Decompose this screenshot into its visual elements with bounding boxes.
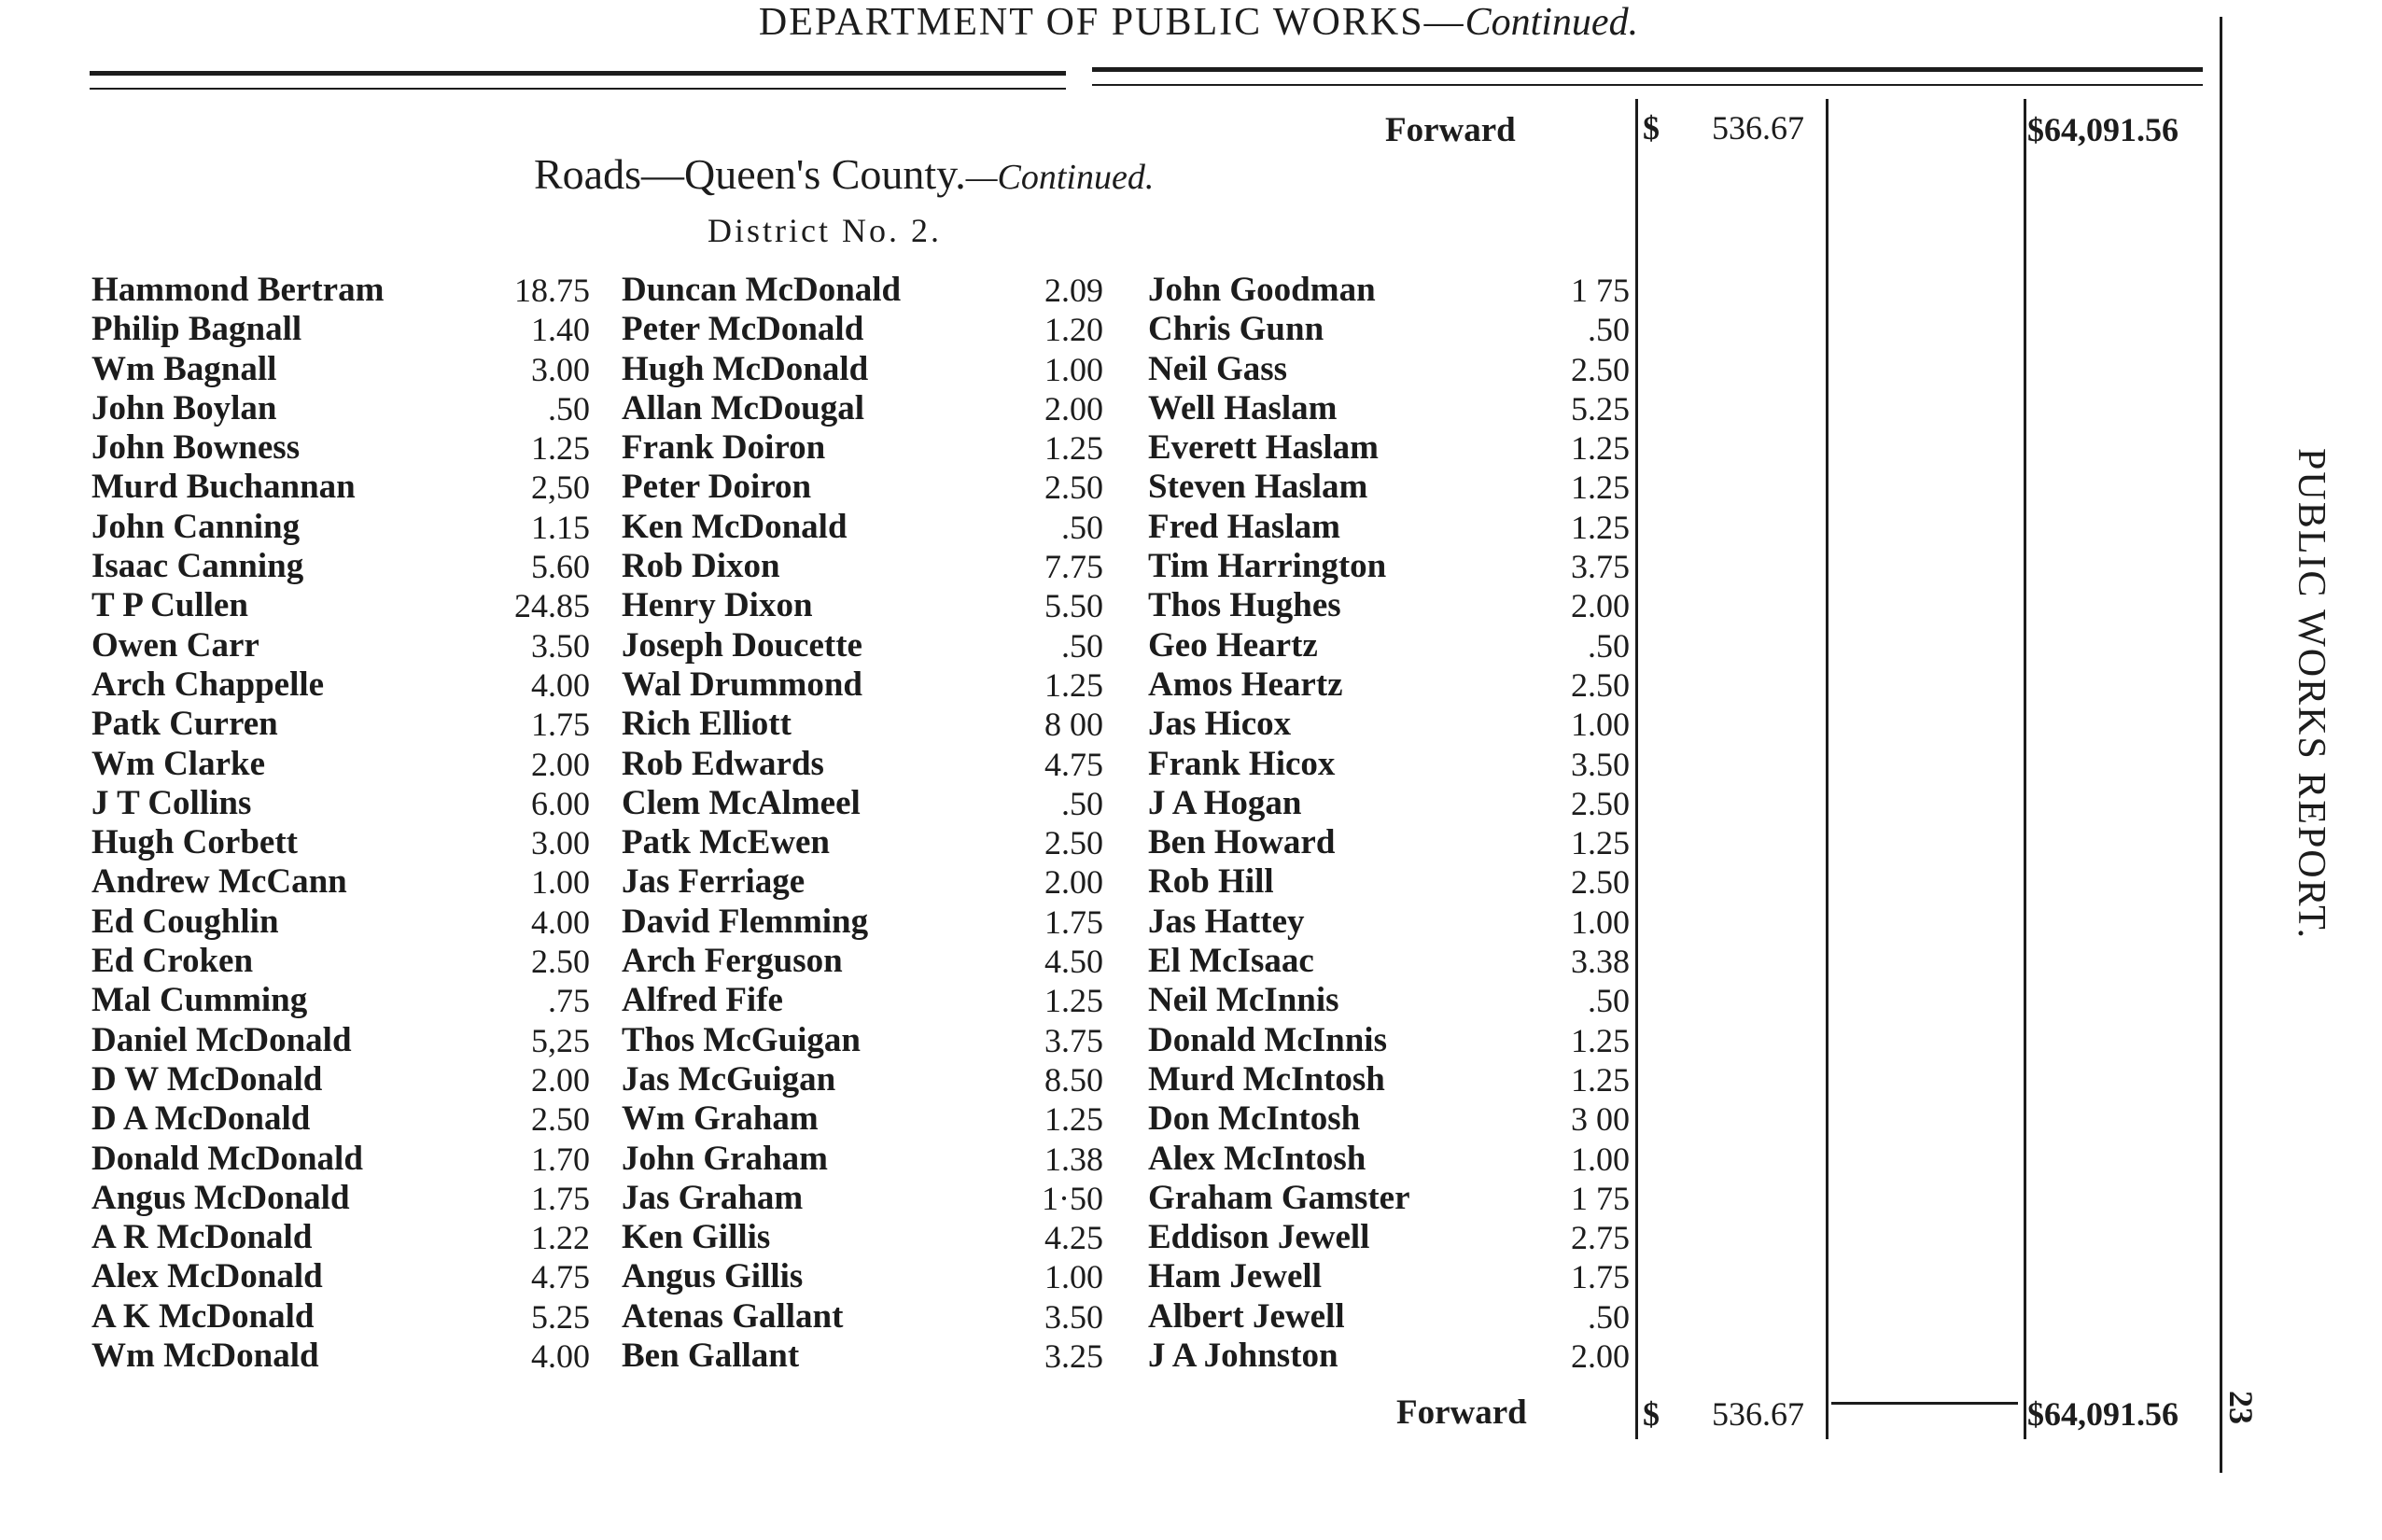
person-name: T P Cullen	[91, 586, 248, 625]
person-name: Arch Chappelle	[91, 665, 325, 704]
list-item	[1148, 389, 1630, 428]
person-amount: 3.75	[1044, 1021, 1103, 1059]
person-amount: .50	[1588, 1297, 1630, 1336]
list-item	[91, 745, 590, 784]
list-item	[91, 1021, 590, 1060]
list-item	[91, 468, 590, 507]
person-amount: 2.75	[1571, 1219, 1630, 1257]
person-name: Geo Heartz	[1148, 625, 1318, 665]
person-name: Ham Jewell	[1148, 1257, 1322, 1296]
list-item	[622, 903, 1103, 942]
list-item	[1148, 942, 1630, 981]
person-name: Donald McInnis	[1148, 1020, 1387, 1059]
person-amount: 18.75	[514, 272, 590, 309]
forward-top-amount: 536.67	[1712, 109, 1804, 147]
list-item	[91, 428, 590, 468]
ledger-rule-3	[2024, 99, 2026, 1439]
list-item	[1148, 428, 1630, 468]
person-amount: 2.50	[1571, 350, 1630, 388]
person-amount: 1.75	[1044, 903, 1103, 941]
person-amount: 1.38	[1044, 1140, 1103, 1178]
person-name: Wal Drummond	[622, 665, 863, 704]
ledger-rule-2	[1826, 99, 1829, 1439]
person-name: A R McDonald	[91, 1218, 313, 1257]
list-item	[622, 1297, 1103, 1337]
person-amount: 5.60	[531, 548, 590, 586]
list-item	[622, 705, 1103, 744]
person-name: Daniel McDonald	[91, 1020, 352, 1059]
list-item	[1148, 1297, 1630, 1337]
list-item	[622, 665, 1103, 705]
person-amount: 2.50	[531, 1100, 590, 1139]
page-title-suffix: Continued.	[1464, 1, 1639, 44]
person-name: Hugh Corbett	[91, 823, 298, 862]
list-item	[1148, 784, 1630, 823]
list-item	[1148, 547, 1630, 586]
person-name: Wm Bagnall	[91, 349, 277, 388]
person-name: Clem McAlmeel	[622, 783, 861, 822]
person-amount: 2.09	[1044, 272, 1103, 309]
person-name: A K McDonald	[91, 1296, 315, 1336]
list-item	[91, 862, 590, 902]
person-amount: 2.00	[1044, 863, 1103, 902]
name-list-column-2	[622, 271, 1103, 1376]
person-name: Albert Jewell	[1148, 1296, 1345, 1336]
person-name: Amos Heartz	[1148, 665, 1343, 704]
person-amount: 5,25	[531, 1021, 590, 1059]
list-item	[91, 1099, 590, 1139]
list-item	[91, 1218, 590, 1257]
list-item	[91, 1140, 590, 1179]
list-item	[1148, 271, 1630, 310]
person-name: Alex McIntosh	[1148, 1139, 1366, 1178]
person-amount: 1.15	[531, 508, 590, 546]
list-item	[1148, 665, 1630, 705]
person-amount: 2.00	[531, 745, 590, 783]
list-item	[91, 508, 590, 547]
list-item	[1148, 1140, 1630, 1179]
list-item	[622, 547, 1103, 586]
list-item	[622, 1337, 1103, 1376]
person-name: Jas McGuigan	[622, 1059, 836, 1099]
person-amount: .50	[1061, 784, 1103, 822]
person-name: Rob Hill	[1148, 862, 1274, 902]
person-name: Hammond Bertram	[91, 271, 385, 309]
person-name: Angus McDonald	[91, 1178, 350, 1217]
list-item	[622, 862, 1103, 902]
list-item	[1148, 981, 1630, 1020]
list-item	[1148, 1337, 1630, 1376]
list-item	[1148, 626, 1630, 665]
list-item	[91, 626, 590, 665]
person-name: John Boylan	[91, 388, 277, 427]
list-item	[91, 271, 590, 310]
forward-bottom-total: $64,091.56	[2027, 1395, 2179, 1433]
person-name: Neil McInnis	[1148, 981, 1339, 1020]
list-item	[622, 1257, 1103, 1296]
person-amount: 1·50	[1042, 1179, 1103, 1217]
person-amount: 3.50	[531, 626, 590, 665]
list-item	[91, 981, 590, 1020]
person-amount: 3.00	[531, 824, 590, 862]
person-amount: 1.25	[1571, 508, 1630, 546]
person-amount: 4.00	[531, 665, 590, 704]
person-name: Graham Gamster	[1148, 1178, 1410, 1217]
person-name: Murd Buchannan	[91, 468, 356, 507]
list-item	[622, 310, 1103, 349]
list-item	[91, 1337, 590, 1376]
person-amount: 7.75	[1044, 548, 1103, 586]
list-item	[91, 350, 590, 389]
person-name: Rob Edwards	[622, 744, 824, 783]
list-item	[1148, 350, 1630, 389]
person-name: Ken McDonald	[622, 507, 848, 546]
person-amount: 1.00	[1044, 350, 1103, 388]
person-name: Hugh McDonald	[622, 349, 869, 388]
list-item	[91, 586, 590, 625]
person-name: J A Johnston	[1148, 1337, 1338, 1376]
person-name: D A McDonald	[91, 1099, 311, 1139]
person-amount: 1.20	[1044, 311, 1103, 349]
person-name: Ben Howard	[1148, 823, 1336, 862]
person-name: Peter McDonald	[622, 310, 864, 349]
person-name: Arch Ferguson	[622, 942, 843, 981]
person-amount: 1.70	[531, 1140, 590, 1178]
person-name: Jas Graham	[622, 1178, 804, 1217]
person-name: John Canning	[91, 507, 301, 546]
person-name: Jas Hicox	[1148, 705, 1292, 744]
person-amount: 4.75	[1044, 745, 1103, 783]
list-item	[622, 1179, 1103, 1218]
list-item	[1148, 903, 1630, 942]
person-name: John Bowness	[91, 428, 301, 468]
person-amount: 3.75	[1571, 548, 1630, 586]
person-amount: 1.25	[1044, 665, 1103, 704]
person-name: John Graham	[622, 1139, 829, 1178]
list-item	[1148, 1179, 1630, 1218]
person-amount: .75	[548, 982, 590, 1020]
person-name: Chris Gunn	[1148, 310, 1324, 349]
person-amount: 1.00	[1571, 1140, 1630, 1178]
person-amount: 1.22	[531, 1219, 590, 1257]
person-name: Henry Dixon	[622, 586, 813, 625]
list-item	[91, 942, 590, 981]
list-item	[1148, 310, 1630, 349]
list-item	[622, 271, 1103, 310]
person-name: Patk Curren	[91, 705, 278, 744]
person-amount: 1.25	[1571, 824, 1630, 862]
person-name: Wm Graham	[622, 1099, 819, 1139]
page-title-main: DEPARTMENT OF PUBLIC WORKS	[758, 1, 1424, 44]
person-name: Thos Hughes	[1148, 586, 1341, 625]
person-amount: 24.85	[514, 587, 590, 625]
person-amount: 5.25	[531, 1297, 590, 1336]
person-name: Thos McGuigan	[622, 1020, 861, 1059]
person-amount: 1.75	[531, 1179, 590, 1217]
person-name: Andrew McCann	[91, 862, 347, 902]
person-name: Murd McIntosh	[1148, 1059, 1385, 1099]
list-item	[1148, 862, 1630, 902]
list-item	[1148, 1257, 1630, 1296]
person-name: Isaac Canning	[91, 547, 304, 586]
person-amount: 2.50	[531, 943, 590, 981]
person-name: Philip Bagnall	[91, 310, 302, 349]
name-list-column-1	[91, 271, 590, 1376]
list-item	[91, 1257, 590, 1296]
section-heading	[534, 149, 1154, 199]
section-heading-suffix: —Continued.	[965, 158, 1155, 197]
list-item	[622, 745, 1103, 784]
person-amount: 1.25	[531, 429, 590, 468]
page-title: DEPARTMENT OF PUBLIC WORKS—Continued.	[758, 1, 1639, 44]
person-name: Mal Cumming	[91, 981, 308, 1020]
person-name: Everett Haslam	[1148, 428, 1379, 468]
list-item	[1148, 705, 1630, 744]
person-amount: 3.00	[531, 350, 590, 388]
list-item	[91, 784, 590, 823]
person-amount: .50	[548, 389, 590, 427]
person-amount: 3.50	[1044, 1297, 1103, 1336]
person-amount: 4.25	[1044, 1219, 1103, 1257]
person-name: Ed Coughlin	[91, 902, 279, 941]
list-item	[622, 626, 1103, 665]
list-item	[91, 547, 590, 586]
list-item	[622, 981, 1103, 1020]
list-item	[1148, 745, 1630, 784]
person-amount: 1.75	[1571, 1258, 1630, 1296]
person-name: J T Collins	[91, 783, 252, 822]
list-item	[91, 310, 590, 349]
list-item	[1148, 1060, 1630, 1099]
list-item	[91, 389, 590, 428]
forward-top-total: $64,091.56	[2027, 111, 2179, 148]
list-item	[622, 784, 1103, 823]
person-amount: 2.50	[1571, 863, 1630, 902]
person-amount: 3.50	[1571, 745, 1630, 783]
list-item	[622, 428, 1103, 468]
page-number: 23	[2222, 1391, 2260, 1424]
person-name: Ben Gallant	[622, 1337, 800, 1376]
person-name: David Flemming	[622, 902, 869, 941]
person-amount: 3.25	[1044, 1337, 1103, 1376]
person-name: Steven Haslam	[1148, 468, 1368, 507]
person-name: Alfred Fife	[622, 981, 783, 1020]
ledger-rule-1	[1635, 99, 1638, 1439]
person-amount: 4.00	[531, 1337, 590, 1376]
person-amount: .50	[1588, 626, 1630, 665]
list-item	[91, 823, 590, 862]
header-rule-right-thick	[1092, 67, 2203, 72]
person-amount: 2.50	[1044, 824, 1103, 862]
person-amount: 1.25	[1044, 982, 1103, 1020]
person-amount: .50	[1061, 626, 1103, 665]
list-item	[622, 942, 1103, 981]
list-item	[622, 508, 1103, 547]
list-item	[91, 1060, 590, 1099]
person-name: Rich Elliott	[622, 705, 792, 744]
list-item	[622, 1021, 1103, 1060]
person-amount: 1 75	[1571, 1179, 1630, 1217]
list-item	[1148, 823, 1630, 862]
person-amount: 8 00	[1044, 706, 1103, 744]
person-amount: 1.00	[1571, 706, 1630, 744]
list-item	[622, 823, 1103, 862]
person-amount: 4.00	[531, 903, 590, 941]
person-amount: 2.50	[1571, 665, 1630, 704]
person-amount: 3.38	[1571, 943, 1630, 981]
person-amount: 1.00	[531, 863, 590, 902]
person-amount: .50	[1588, 982, 1630, 1020]
person-name: Don McIntosh	[1148, 1099, 1361, 1139]
forward-bottom-dollar-sign: $	[1643, 1395, 1660, 1433]
running-title-vertical: PUBLIC WORKS REPORT.	[2290, 448, 2333, 941]
person-name: John Goodman	[1148, 271, 1376, 309]
person-name: Alex McDonald	[91, 1257, 323, 1296]
list-item	[1148, 1218, 1630, 1257]
district-subheading: District No. 2.	[708, 212, 942, 249]
person-name: Fred Haslam	[1148, 507, 1340, 546]
person-name: Frank Doiron	[622, 428, 826, 468]
person-name: Angus Gillis	[622, 1257, 804, 1296]
list-item	[622, 1099, 1103, 1139]
person-amount: 2,50	[531, 469, 590, 507]
list-item	[622, 1218, 1103, 1257]
list-item	[1148, 508, 1630, 547]
person-name: Well Haslam	[1148, 388, 1338, 427]
person-name: Wm McDonald	[91, 1337, 319, 1376]
person-name: Rob Dixon	[622, 547, 780, 586]
ledger-short-rule	[1831, 1402, 2018, 1405]
list-item	[91, 1179, 590, 1218]
person-amount: 1.25	[1044, 429, 1103, 468]
person-amount: 8.50	[1044, 1060, 1103, 1099]
forward-top-label: Forward	[1385, 111, 1516, 149]
person-name: Wm Clarke	[91, 744, 265, 783]
forward-bottom-label: Forward	[1396, 1393, 1527, 1432]
person-amount: 1 75	[1571, 272, 1630, 309]
person-name: Neil Gass	[1148, 349, 1288, 388]
list-item	[622, 1060, 1103, 1099]
person-name: Allan McDougal	[622, 388, 865, 427]
person-amount: 1.25	[1571, 429, 1630, 468]
list-item	[91, 665, 590, 705]
person-name: Tim Harrington	[1148, 547, 1387, 586]
person-amount: 1.75	[531, 706, 590, 744]
person-amount: 2.00	[1571, 587, 1630, 625]
person-name: Peter Doiron	[622, 468, 812, 507]
person-name: Joseph Doucette	[622, 625, 862, 665]
person-amount: 1.25	[1571, 1060, 1630, 1099]
forward-top-dollar-sign: $	[1643, 109, 1660, 147]
person-name: J A Hogan	[1148, 783, 1302, 822]
header-rule-left-thick	[90, 71, 1066, 76]
list-item	[1148, 468, 1630, 507]
person-amount: 6.00	[531, 784, 590, 822]
forward-bottom-amount: 536.67	[1712, 1395, 1804, 1433]
person-amount: 2.00	[1571, 1337, 1630, 1376]
person-name: Owen Carr	[91, 625, 259, 665]
person-amount: 1.25	[1571, 1021, 1630, 1059]
person-name: El McIsaac	[1148, 942, 1314, 981]
person-name: Donald McDonald	[91, 1139, 363, 1178]
list-item	[1148, 1099, 1630, 1139]
person-name: Patk McEwen	[622, 823, 830, 862]
person-name: Ed Croken	[91, 942, 254, 981]
person-amount: 1.25	[1044, 1100, 1103, 1139]
person-name: D W McDonald	[91, 1059, 323, 1099]
person-amount: 3 00	[1571, 1100, 1630, 1139]
header-rule-right-thin	[1092, 84, 2203, 86]
list-item	[1148, 586, 1630, 625]
person-amount: 1.25	[1571, 469, 1630, 507]
name-list-column-3	[1148, 271, 1630, 1376]
person-amount: 2.00	[1044, 389, 1103, 427]
header-rule-left-thin	[90, 88, 1066, 90]
person-amount: 5.50	[1044, 587, 1103, 625]
person-amount: 2.50	[1044, 469, 1103, 507]
list-item	[91, 1297, 590, 1337]
person-name: Eddison Jewell	[1148, 1218, 1370, 1257]
person-amount: 2.00	[531, 1060, 590, 1099]
list-item	[622, 1140, 1103, 1179]
list-item	[91, 903, 590, 942]
person-name: Jas Hattey	[1148, 902, 1305, 941]
person-amount: .50	[1061, 508, 1103, 546]
person-amount: 1.00	[1571, 903, 1630, 941]
person-amount: 1.40	[531, 311, 590, 349]
person-name: Duncan McDonald	[622, 271, 902, 309]
list-item	[622, 389, 1103, 428]
person-name: Jas Ferriage	[622, 862, 806, 902]
person-amount: 2.50	[1571, 784, 1630, 822]
list-item	[622, 586, 1103, 625]
person-amount: 4.75	[531, 1258, 590, 1296]
person-amount: 1.00	[1044, 1258, 1103, 1296]
person-amount: 5.25	[1571, 389, 1630, 427]
list-item	[1148, 1021, 1630, 1060]
person-amount: 4.50	[1044, 943, 1103, 981]
person-name: Atenas Gallant	[622, 1296, 844, 1336]
list-item	[622, 350, 1103, 389]
person-amount: .50	[1588, 311, 1630, 349]
section-heading-text: Roads—Queen's County.	[534, 150, 966, 198]
list-item	[91, 705, 590, 744]
person-name: Ken Gillis	[622, 1218, 771, 1257]
list-item	[622, 468, 1103, 507]
person-name: Frank Hicox	[1148, 744, 1336, 783]
